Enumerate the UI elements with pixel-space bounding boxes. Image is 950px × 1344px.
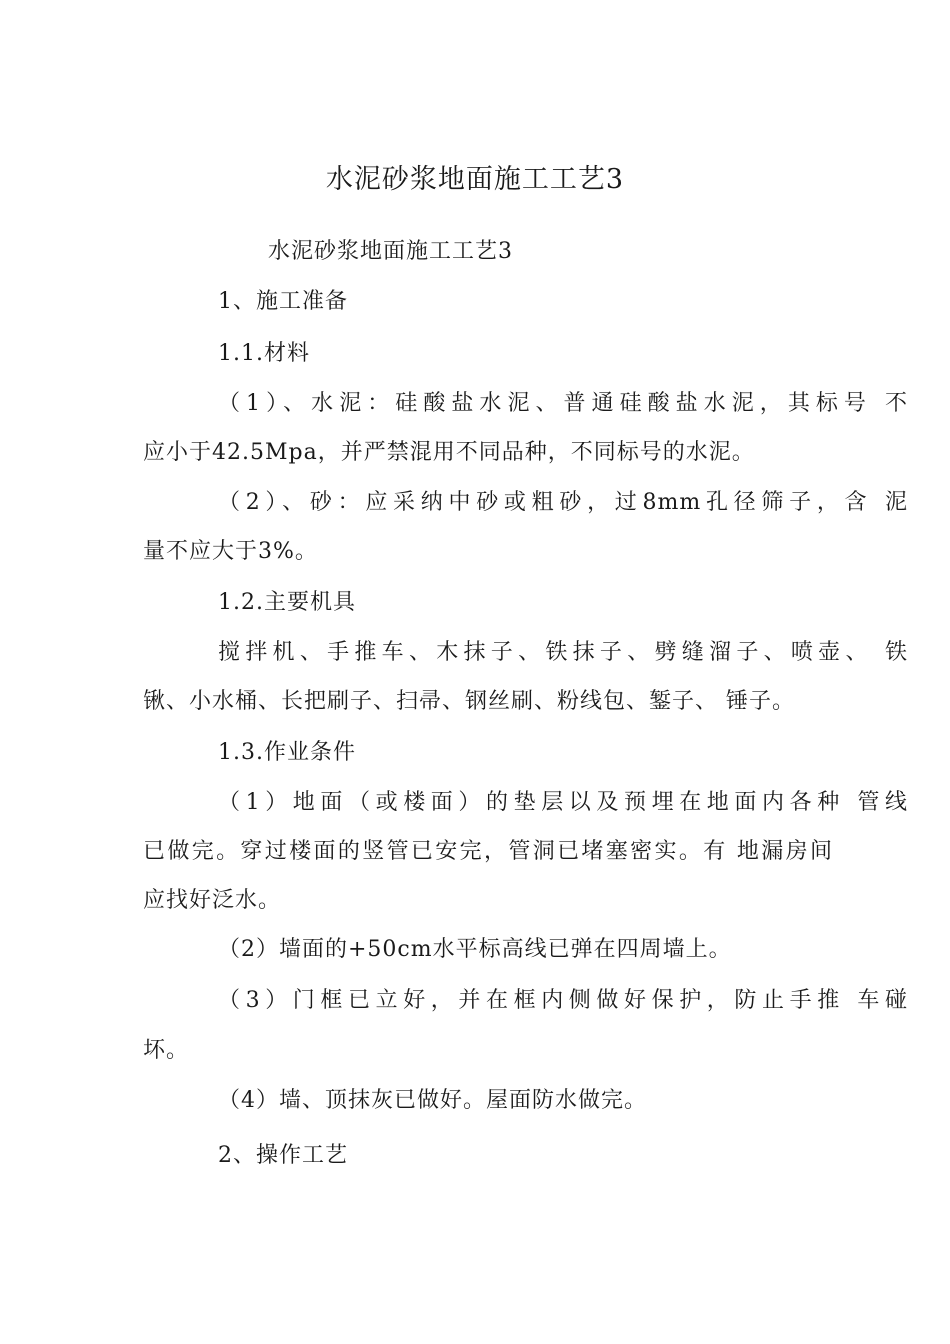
section-heading: 2、操作工艺 <box>218 1143 348 1168</box>
paragraph-line: 应找好泛水。 <box>143 888 282 913</box>
paragraph-line: （2）墙面的+50cm水平标高线已弹在四周墙上。 <box>218 937 732 962</box>
paragraph-line: （1）地面（或楼面）的垫层以及预埋在地面内各种 管线 <box>218 790 908 815</box>
paragraph-line: 应小于42.5Mpa，并严禁混用不同品种，不同标号的水泥。 <box>143 440 755 465</box>
document-title: 水泥砂浆地面施工工艺3 <box>325 164 625 195</box>
subsection-heading: 1.2.主要机具 <box>218 590 356 615</box>
paragraph-line: 量不应大于3%。 <box>143 539 318 564</box>
paragraph-line: 锹、小水桶、长把刷子、扫帚、钢丝刷、粉线包、錾子、 锤子。 <box>143 689 795 714</box>
paragraph-line: （4）墙、顶抹灰已做好。屋面防水做完。 <box>218 1088 647 1113</box>
paragraph-line: 已做完。穿过楼面的竖管已安完，管洞已堵塞密实。有 地漏房间 <box>143 839 833 864</box>
subsection-heading: 1.1.材料 <box>218 341 310 366</box>
section-heading: 1、施工准备 <box>218 289 348 314</box>
paragraph-line: 搅拌机、手推车、木抹子、铁抹子、劈缝溜子、喷壶、 铁 <box>218 640 908 665</box>
paragraph-line: 坏。 <box>143 1038 190 1063</box>
subsection-heading: 1.3.作业条件 <box>218 740 356 765</box>
paragraph-line: （2）、砂：应采纳中砂或粗砂，过8mm孔径筛子，含 泥 <box>218 490 908 515</box>
subtitle: 水泥砂浆地面施工工艺3 <box>268 239 513 264</box>
paragraph-line: （3）门框已立好，并在框内侧做好保护，防止手推 车碰 <box>218 988 908 1013</box>
paragraph-line: （1）、水泥：硅酸盐水泥、普通硅酸盐水泥，其标号 不 <box>218 391 908 416</box>
